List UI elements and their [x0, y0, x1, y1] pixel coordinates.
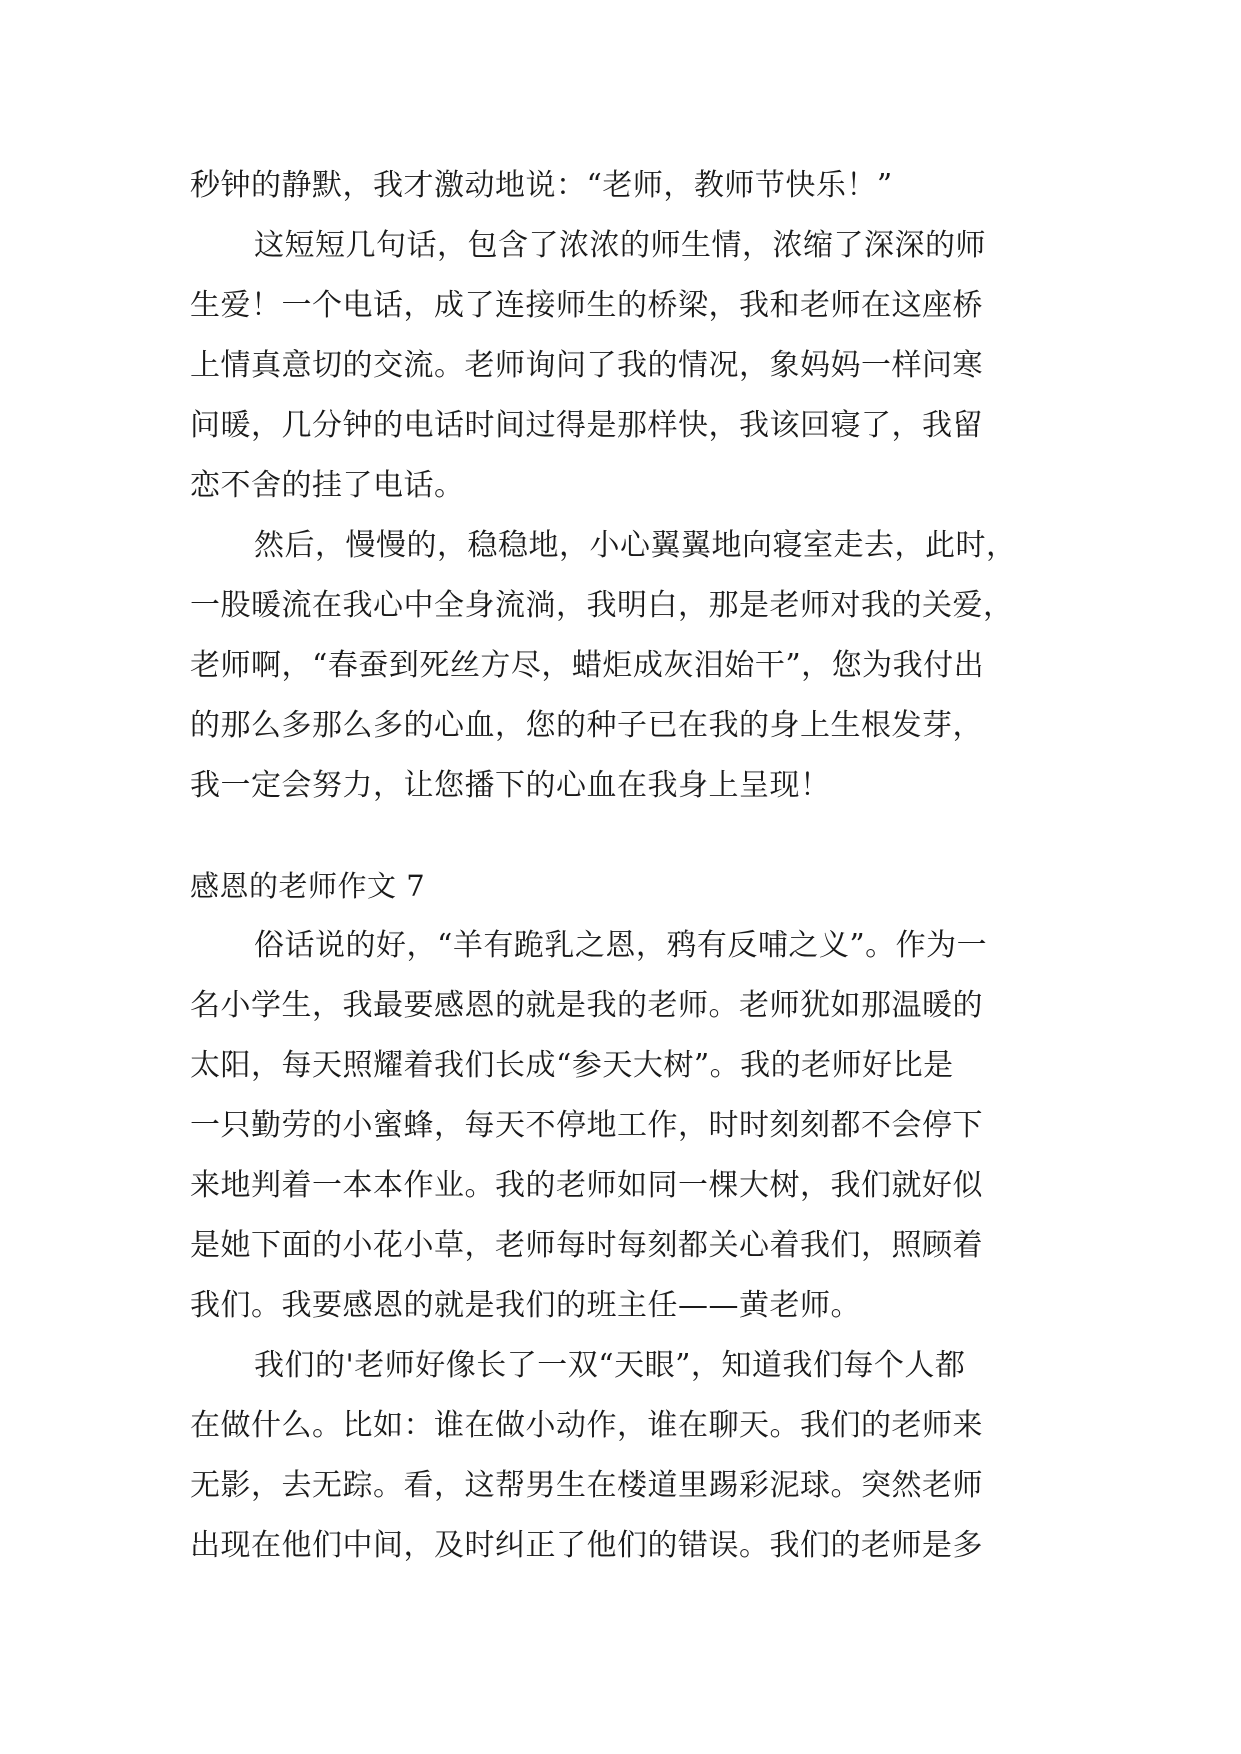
text-line: 出现在他们中间，及时纠正了他们的错误。我们的老师是多 [190, 1528, 983, 1563]
section-heading: 感恩的老师作文 7 [190, 869, 426, 903]
text-line: 生爱！一个电话，成了连接师生的桥梁，我和老师在这座桥 [190, 288, 983, 323]
text-line: 无影，去无踪。看，这帮男生在楼道里踢彩泥球。突然老师 [190, 1468, 983, 1503]
text-line: 上情真意切的交流。老师询问了我的情况，象妈妈一样问寒 [190, 348, 983, 383]
text-line: 我一定会努力，让您播下的心血在我身上呈现！ [190, 768, 831, 803]
text-line: 名小学生，我最要感恩的就是我的老师。老师犹如那温暖的 [190, 988, 983, 1023]
text-line: 一股暖流在我心中全身流淌，我明白，那是老师对我的关爱， [190, 588, 1014, 623]
text-line: 是她下面的小花小草，老师每时每刻都关心着我们，照顾着 [190, 1228, 983, 1263]
text-line: 太阳，每天照耀着我们长成“参天大树”。我的老师好比是 [190, 1048, 954, 1083]
text-line: 在做什么。比如：谁在做小动作，谁在聊天。我们的老师来 [190, 1408, 983, 1443]
text-line: 我们。我要感恩的就是我们的班主任——黄老师。 [190, 1288, 861, 1323]
text-line: 问暖，几分钟的电话时间过得是那样快，我该回寝了，我留 [190, 408, 983, 443]
text-line: 一只勤劳的小蜜蜂，每天不停地工作，时时刻刻都不会停下 [190, 1108, 983, 1143]
text-line: 老师啊，“春蚕到死丝方尽，蜡炬成灰泪始干”，您为我付出 [190, 648, 985, 683]
text-line: 来地判着一本本作业。我的老师如同一棵大树，我们就好似 [190, 1168, 983, 1203]
paragraph-start: 这短短几句话，包含了浓浓的师生情，浓缩了深深的师 [254, 228, 986, 263]
text-line: 恋不舍的挂了电话。 [190, 468, 465, 503]
text-line: 秒钟的静默，我才激动地说：“老师，教师节快乐！” [190, 168, 893, 203]
paragraph-start: 我们的'老师好像长了一双“天眼”，知道我们每个人都 [254, 1348, 966, 1383]
text-line: 的那么多那么多的心血，您的种子已在我的身上生根发芽， [190, 708, 983, 743]
paragraph-start: 俗话说的好，“羊有跪乳之恩，鸦有反哺之义”。作为一 [254, 928, 988, 963]
paragraph-start: 然后，慢慢的，稳稳地，小心翼翼地向寝室走去，此时， [254, 528, 1017, 563]
